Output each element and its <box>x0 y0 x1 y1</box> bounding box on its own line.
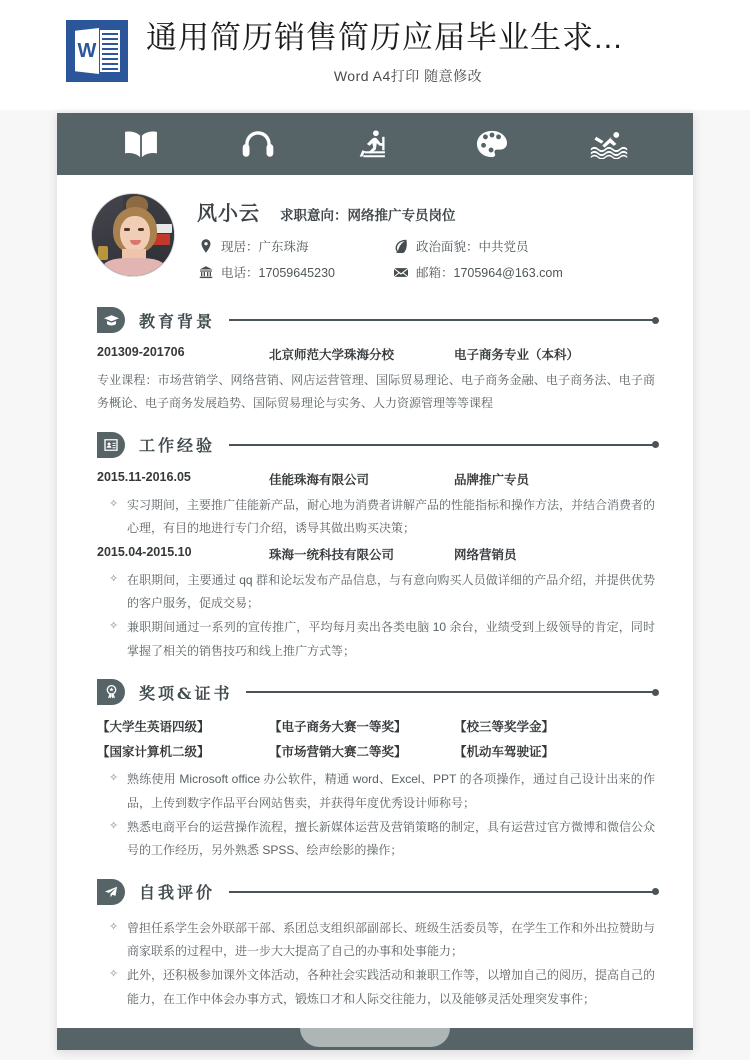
section-header-awards <box>97 679 659 705</box>
bullet-marker: ✧ <box>109 968 119 981</box>
awards-grid <box>97 717 659 760</box>
footer-bar <box>57 1025 693 1050</box>
section-work <box>57 432 693 663</box>
award-item: 【大学生英语四级】 <box>97 720 210 735</box>
work-bullet-text: 在职期间，主要通过 qq 群和论坛发布产品信息，与有意向购买人员做详细的产品介绍，并提供优势的客户服务，促成交易； <box>127 572 655 610</box>
page-title: 通用简历销售简历应届毕业生求... <box>146 20 623 55</box>
award-item: 【电子商务大赛一等奖】 <box>269 720 407 735</box>
award-item: 【国家计算机二级】 <box>97 745 210 760</box>
section-self-evaluation <box>57 879 693 1012</box>
paper-plane-icon <box>97 879 125 905</box>
headphones-icon <box>235 124 281 164</box>
treadmill-icon <box>352 124 398 164</box>
education-date: 201309-201706 <box>97 345 185 359</box>
footer-tab <box>300 1028 450 1047</box>
contact-phone-text: 电话：17059645230 <box>221 266 335 280</box>
section-title-self-evaluation: 自我评价 <box>139 883 216 903</box>
page-header <box>0 0 750 110</box>
awards-bullet <box>109 768 655 815</box>
header-text-block <box>146 20 750 86</box>
self-bullet-text: 此外，还积极参加课外文体活动，各种社会实践活动和兼职工作等，以增加自己的阅历，提高自己的能力，在工作中体会办事方式，锻炼口才和人际交往能力，以及能够灵活处理突发事件； <box>127 968 656 1006</box>
bullet-marker: ✧ <box>109 819 119 832</box>
awards-bullet-text: 熟练使用 Microsoft office 办公软件，精通 word、Excel、PPT 的各项操作，通过自己设计出来的作品，上传到数字作品平台网站售卖，并获得年度优秀设计师称号； <box>127 772 655 810</box>
resume-sheet <box>57 113 693 1050</box>
word-logo-letter: W <box>77 39 97 62</box>
self-bullet-text: 曾担任系学生会外联部干部、系团总支组织部副部长、班级生活委员等，在学生工作和外出拉赞助与商家联系的过程中，进一步大大提高了自己的办事和处事能力； <box>127 920 656 959</box>
graduation-cap-icon <box>97 307 125 333</box>
section-rule <box>229 319 653 321</box>
section-education <box>57 307 693 416</box>
awards-bullet <box>109 816 655 863</box>
name-row <box>197 197 693 226</box>
envelope-icon <box>392 265 409 280</box>
work-company: 佳能珠海有限公司 <box>269 472 370 487</box>
section-rule-dot <box>652 317 659 324</box>
leaf-icon <box>392 239 409 254</box>
section-rule <box>229 444 653 446</box>
section-rule <box>229 891 653 893</box>
work-bullet-text: 实习期间，主要推广佳能新产品，耐心地为消费者讲解产品的性能指标和操作方法，并结合消费者的心理，有目的地进行专门介绍，诱导其做出购买决策； <box>127 497 656 536</box>
contact-grid <box>197 237 693 281</box>
work-entry-row <box>97 545 659 563</box>
section-title-awards: 奖项&证书 <box>139 683 233 703</box>
swimming-icon <box>586 124 632 164</box>
word-logo-icon <box>66 20 128 82</box>
section-header-self-evaluation <box>97 879 659 905</box>
bullet-marker: ✧ <box>109 620 119 633</box>
self-bullet <box>109 964 655 1011</box>
job-intent: 求职意向：网络推广专员岗位 <box>280 208 456 223</box>
self-bullet <box>109 917 655 964</box>
work-date: 2015.11-2016.05 <box>97 469 191 484</box>
contact-political-text: 政治面貌：中共党员 <box>416 240 529 254</box>
award-item: 【市场营销大赛二等奖】 <box>269 745 407 760</box>
book-icon <box>118 124 164 164</box>
section-awards <box>57 679 693 863</box>
education-entry-row <box>97 345 659 363</box>
section-rule <box>246 691 653 693</box>
contact-location-text: 现居：广东珠海 <box>221 240 309 254</box>
location-pin-icon <box>197 239 214 254</box>
work-date: 2015.04-2015.10 <box>97 544 192 559</box>
contact-email <box>392 263 693 281</box>
bullet-marker: ✧ <box>109 772 119 785</box>
education-courses: 专业课程：市场营销学、网络营销、网店运营管理、国际贸易理论、电子商务金融、电子商务法、电子商务概论、电子商务发展趋势、国际贸易理论与实务、人力资源管理等等课程 <box>97 373 655 411</box>
work-role: 网络营销员 <box>454 547 517 562</box>
candidate-name: 风小云 <box>197 203 260 225</box>
work-bullet-text: 兼职期间通过一系列的宣传推广，平均每月卖出各类电脑 10 余台，业绩受到上级领导的肯定，同时掌握了相关的销售技巧和线上推广方式等； <box>127 620 655 658</box>
word-logo-lines <box>100 30 120 72</box>
work-entry-row <box>97 470 659 488</box>
section-title-education: 教育背景 <box>139 311 216 331</box>
work-role: 品牌推广专员 <box>454 472 530 487</box>
award-item: 【机动车驾驶证】 <box>454 745 555 760</box>
education-school: 北京师范大学珠海分校 <box>269 348 395 362</box>
contact-political <box>392 237 693 255</box>
section-rule-dot <box>652 441 659 448</box>
awards-bullet-text: 熟悉电商平台的运营操作流程，擅长新媒体运营及营销策略的制定，具有运营过官方微博和微信公众号的工作经历，另外熟悉 SPSS、绘声绘影的操作； <box>127 819 656 858</box>
section-rule-dot <box>652 888 659 895</box>
avatar <box>91 193 175 277</box>
bullet-marker: ✧ <box>109 920 119 933</box>
award-item: 【校三等奖学金】 <box>454 720 555 735</box>
education-major: 电子商务专业（本科） <box>454 348 580 362</box>
contact-email-text: 邮箱：1705964@163.com <box>416 266 563 280</box>
profile-block <box>57 175 693 291</box>
work-bullet <box>109 616 655 663</box>
section-header-education <box>97 307 659 333</box>
section-title-work: 工作经验 <box>139 436 216 456</box>
profile-info <box>197 193 693 281</box>
section-rule-dot <box>652 689 659 696</box>
contact-phone <box>197 263 392 281</box>
contact-location <box>197 237 392 255</box>
palette-icon <box>469 124 515 164</box>
page-subtitle: Word A4打印 随意修改 <box>333 67 483 84</box>
hobby-icon-banner <box>57 113 693 175</box>
telephone-icon <box>197 265 214 280</box>
work-company: 珠海一统科技有限公司 <box>269 547 395 562</box>
award-ribbon-icon <box>97 679 125 705</box>
section-header-work <box>97 432 659 458</box>
id-badge-icon <box>97 432 125 458</box>
bullet-marker: ✧ <box>109 572 119 585</box>
work-bullet <box>109 569 655 616</box>
work-bullet <box>109 494 655 541</box>
bullet-marker: ✧ <box>109 497 119 510</box>
